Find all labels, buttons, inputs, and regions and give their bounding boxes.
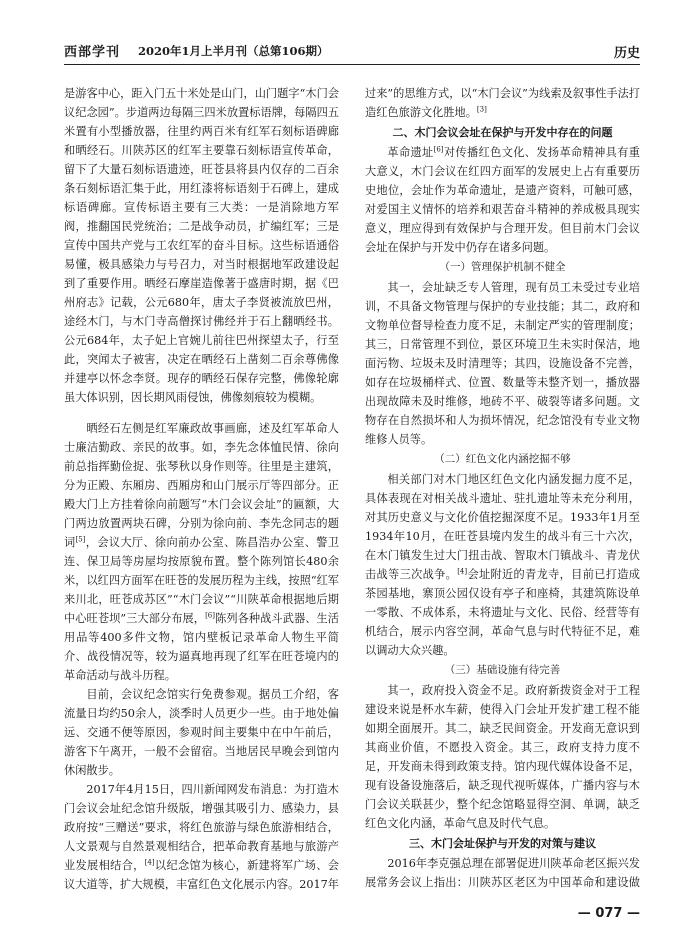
subsection-heading: （三）基础设施有待完善 bbox=[444, 664, 561, 676]
citation: [4] bbox=[144, 858, 155, 867]
citation: [3] bbox=[476, 105, 487, 114]
paragraph-text: 2016年李克强总理在部署促进川陕革命老区振兴发展常务会议上指出：川陕苏区老区为中国革命和建设做 bbox=[365, 857, 640, 889]
paragraph: 是游客中心，距入门五十米处是山门，山门题字“木门会议纪念园”。步道两边每隔三四米放置标语牌，每隔四五米置有小型播放器，往里约两百米有红军石刻标语碑廊和晒经石。川陕苏区的红军主要靠石刻标语宣传革命，留下了大量石刻标语遗迹，旺苍县将县内仅存的二百余条石刻标语汇集于此，用红漆将标语刻于石碑上，建成标语碑廊。宣传标语主要有三大类：一是消除地方军阀，推翻国民党统治；二是战争动员，扩编红军；三是宣传中国共产党与工农红军的奋斗目标。这些标语通俗易懂，极具感染力与号召力，对当时根据地军政建设起到了重要作用。晒经石摩崖造像著于盛唐时期，据《巴州府志》记载，公元680年，唐太子李贤被流放巴州，途经木门，与木门寺高僧探讨佛经并于石上翻晒经书。公元684年，太子妃上官婉儿前往巴州探望太子，行至此，突闻太子被害，决定在晒经石上凿刻二百余尊佛像并建亭以怀念李贤。现存的晒经石保存完整，佛像轮廓虽大体识别，因长期风雨侵蚀，佛像刻痕较为模糊。 bbox=[64, 87, 339, 404]
paragraph-text: 过来”的思维方式，以“木门会议”为线索及叙事性手法打造红色旅游文化胜地。 bbox=[365, 87, 640, 119]
paragraph-text: 相关部门对木门地区红色文化内涵发掘力度不足，具体表现在对相关战斗遗址、驻扎遗址等未充分利用，对其历史意义与文化价值挖掘深度不足。1933年1月至1934年10月，在旺苍县境内发生的战斗有三十六次，在木门镇发生过大门扭击战、智取木门镇战斗、青龙伏击战等三次战争。 bbox=[365, 473, 640, 581]
subsection-heading: （一）管理保护机制不健全 bbox=[439, 261, 566, 273]
paragraph-text: 对传播红色文化、发扬革命精神具有重大意义，木门会议在红四方面军的发展史上占有重要历史地位，会址作为革命遗址，是遗产资料，可触可感，对爱国主义情怀的培养和艰苦奋斗精神的养成极具现实意义，理应得到有效保护与合理开发。但目前木门会议会址在保护与开发中仍存在诸多问题。 bbox=[365, 146, 640, 254]
citation: [4] bbox=[457, 567, 468, 576]
running-header bbox=[64, 40, 640, 65]
page-number: — 077 — bbox=[577, 906, 640, 921]
citation: [6] bbox=[433, 145, 444, 154]
issue-info: 2020年1月上半月刊（总第106期） bbox=[138, 44, 329, 58]
paragraph-text: ，会议大厅、徐向前办公室、陈昌浩办公室、警卫连、保卫局等房屋均按原貌布置。整个陈列馆长480余米，以红四方面军在旺苍的发展历程为主线，按照“红军来川北，旺苍成苏区”“木门会议”“川陕革命根据地后期中心旺苍坝”三大部分布展， bbox=[64, 536, 339, 625]
paragraph: 其一，会址缺乏专人管理，现有员工未受过专业培训，不具备文物管理与保护的专业技能；其二，政府和文物单位督导检查力度不足，未制定严实的管理制度；其三，日常管理不到位，景区环境卫生未实时保洁，地面污物、垃圾未及时清理等；其四，设施设备不完善，如存在垃圾桶样式、位置、数量等未整齐划一，播放器出现故障未及时维修，地砖不平、破裂等诸多问题。文物存在自然损坏和人为损坏情况，纪念馆没有专业文物维修人员等。 bbox=[365, 281, 640, 446]
paragraph bbox=[64, 419, 339, 685]
paragraph: 目前，会议纪念馆实行免费参观。据员工介绍，客流量日均约50余人，淡季时人员更少一些。由于地处偏远、交通不便等原因，参观时间主要集中在中午前后，游客下午离开，一般不会留宿。当地居民早晚会到馆内休闲散步。 bbox=[64, 688, 339, 777]
paragraph-text: 会址附近的青龙寺，目前已打造成茶园基地，寨顶公园仅设有亭子和座椅，其建筑陈设单一零散、不成体系，未将遗址与文化、民俗、经营等有机结合，展示内容空洞，革命气息与时代特征不足，难以调动大众兴趣。 bbox=[365, 568, 640, 657]
subsection-heading: （二）红色文化内涵挖掘不够 bbox=[434, 453, 571, 465]
paragraph: 其一，政府投入资金不足。政府新拨资金对于工程建设来说是杯水车薪，使得入门会址开发扩建工程不能如期全面展开。其二，缺乏民间资金。开发商无意识到其商业价值，不愿投入资金。其三，政府支持力度不足，开发商未得到政策支持。馆内现代媒体设备不足，现有设备设施落后，缺乏现代视听媒体，广播内容与木门会议关联甚少，整个纪念馆略显得空洞、单调，缺乏红色文化内涵，革命气息及时代气息。 bbox=[365, 684, 640, 830]
section-heading: 三、木门会址保护与开发的对策与建议 bbox=[409, 837, 596, 850]
paragraph-text: 2017年4月15日，四川新闻网发布消息：为打造木门会议会址纪念馆升级版，增强其吸引力、感染力，县政府按“三赠送”要求，将红色旅游与绿色旅游相结合，人文景观与自然景观相结合，把革命教育基地与旅游产业发展相结合， bbox=[64, 783, 339, 872]
paragraph bbox=[365, 143, 640, 257]
paragraph-text: 陈列各种战斗武器、生活用品等400多件文物，馆内壁板记录革命人物生平简介、战役情况等，较为逼真地再现了红军在旺苍境内的革命活动与战斗历程。 bbox=[64, 612, 339, 682]
section-heading: 二、木门会议会址在保护与开发中存在的问题 bbox=[392, 126, 613, 139]
right-column bbox=[365, 84, 640, 890]
section-label: 历史 bbox=[613, 46, 640, 61]
journal-name: 西部学刊 bbox=[64, 45, 121, 60]
paragraph-text: 晒经石左侧是红军廉政故事画廊，述及红军革命人士廉洁勤政、亲民的故事。如，李先念体恤民情、徐向前总指挥勤俭捉、张琴秋以身作则等。往里是主建筑，分为正殿、东厢房、西厢房和山门展示厅等四部分。正殿大门上方挂着徐向前题写“木门会议会址”的匾额，大门两边放置两块石碑，分别为徐向前、李先念同志的题词 bbox=[64, 422, 339, 549]
paragraph bbox=[365, 470, 640, 660]
paragraph bbox=[365, 854, 640, 890]
citation: [5] bbox=[75, 535, 86, 544]
paragraph bbox=[365, 84, 640, 122]
left-column bbox=[64, 84, 339, 890]
paragraph-text: 以纪念馆为核心，新建将军广场、会议大道等，扩大规模，丰富红色文化展示内容。2017年 bbox=[64, 859, 339, 890]
paragraph-text: 革命遗址 bbox=[387, 146, 434, 159]
paragraph bbox=[64, 780, 339, 890]
citation: [6] bbox=[205, 611, 215, 620]
